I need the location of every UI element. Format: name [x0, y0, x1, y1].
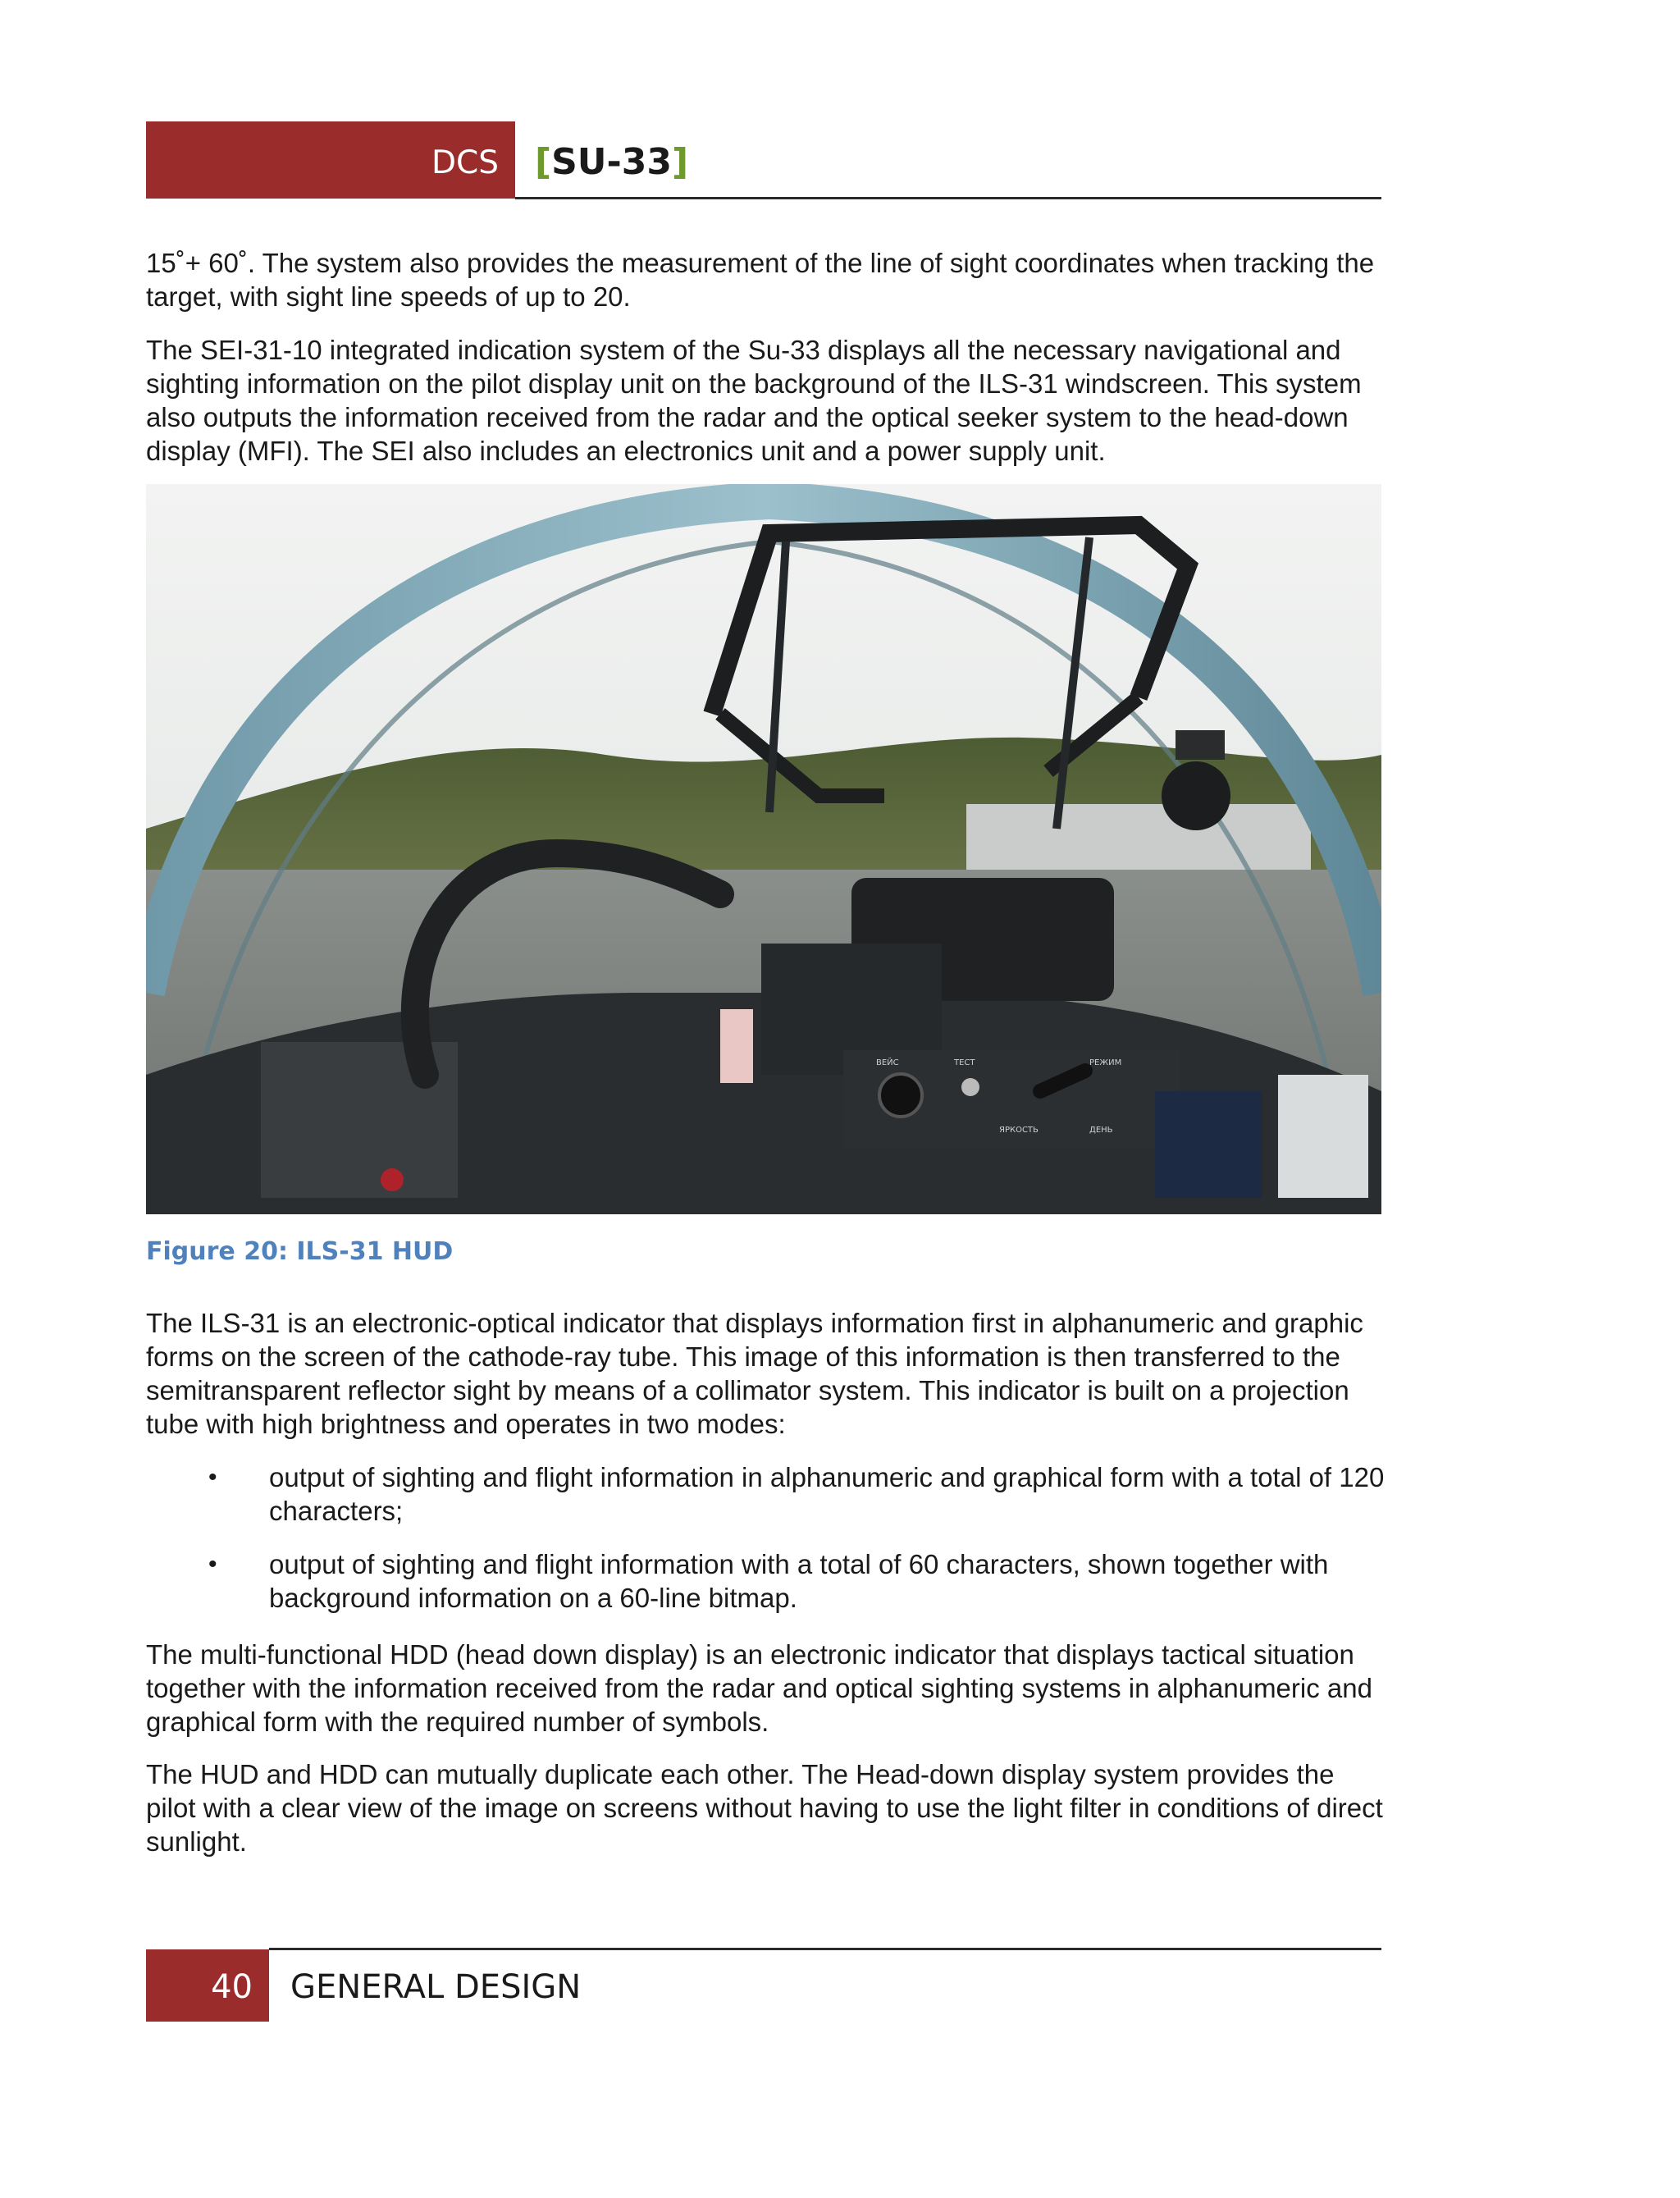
- cockpit-photo: [146, 484, 1381, 1214]
- header-dcs-label: DCS: [431, 144, 499, 181]
- paragraph-5-text: The HUD and HDD can mutually duplicate each other. The Head-down display system provides the pilot with a clear view of the image on screens without having to use the light filter in conditions of direct sunlight.: [146, 1759, 1383, 1857]
- paragraph-3-text: The ILS-31 is an electronic-optical indicator that displays information first in alphanumeric and graphic forms on the screen of the cathode-ray tube. This image of this information is then transferred to the semitransparent reflector sight by means of a collimator system. This indicator is built on a projection tube with high brightness and operates in two modes:: [146, 1308, 1363, 1439]
- header-title: [535, 131, 688, 197]
- header-rule: [515, 197, 1381, 199]
- header-bracket-open: [: [535, 141, 552, 183]
- red-warning-light: [381, 1168, 404, 1191]
- paragraph-1-text: 15˚+ 60˚. The system also provides the measurement of the line of sight coordinates when tracking the target, with sight line speeds of up to 20.: [146, 248, 1375, 312]
- bullet-item: [146, 1460, 1385, 1528]
- bullet-dot: •: [208, 1551, 217, 1578]
- paragraph-1: [146, 246, 1385, 313]
- header-title-text: SU-33: [551, 141, 673, 183]
- panel-label-right-top: РЕЖИМ: [1089, 1058, 1122, 1067]
- paragraph-5: [146, 1757, 1385, 1858]
- page-number: 40: [211, 1968, 253, 2006]
- panel-label-center: ТЕСТ: [954, 1058, 975, 1067]
- page-number-box: [146, 1949, 269, 2022]
- cockpit-photo-illustration: [146, 484, 1381, 1214]
- rear-view-mirror: [1162, 761, 1230, 830]
- bullet-dot: •: [208, 1464, 217, 1491]
- panel-label-left: ВЕЙС: [876, 1058, 899, 1067]
- panel-label-bottom: ЯРКОСТЬ: [999, 1126, 1039, 1135]
- panel-label-right: ДЕНЬ: [1089, 1126, 1113, 1135]
- test-button: [961, 1078, 979, 1096]
- paragraph-4-text: The multi-functional HDD (head down display) is an electronic indicator that displays tactical situation together with the information received from the radar and optical sighting systems in alphanumeric and graphical form with the required number of symbols.: [146, 1639, 1372, 1737]
- indicator-window: [720, 1009, 753, 1083]
- hangar: [966, 804, 1311, 878]
- paragraph-4: [146, 1638, 1385, 1739]
- footer-section-title: GENERAL DESIGN: [290, 1968, 582, 2006]
- bullet-list: [146, 1460, 1385, 1634]
- placard-table: [1278, 1075, 1368, 1198]
- bullet-text: output of sighting and flight information with a total of 60 characters, shown together with background information on a 60-line bitmap.: [269, 1549, 1329, 1613]
- right-display: [1155, 1091, 1262, 1198]
- brightness-knob: [879, 1074, 922, 1117]
- bullet-text: output of sighting and flight information in alphanumeric and graphical form with a total of 120 characters;: [269, 1462, 1385, 1526]
- paragraph-2-text: The SEI-31-10 integrated indication system of the Su-33 displays all the necessary navigational and sighting information on the pilot display unit on the background of the ILS-31 windscreen. This system also outputs the information received from the radar and the optical seeker system to the head-down display (MFI). The SEI also includes an electronics unit and a power supply unit.: [146, 335, 1362, 466]
- paragraph-2: [146, 333, 1385, 468]
- header-bracket-close: ]: [672, 141, 689, 183]
- paragraph-3: [146, 1306, 1385, 1441]
- bullet-item: [146, 1547, 1385, 1615]
- figure-caption: Figure 20: ILS-31 HUD: [146, 1237, 454, 1266]
